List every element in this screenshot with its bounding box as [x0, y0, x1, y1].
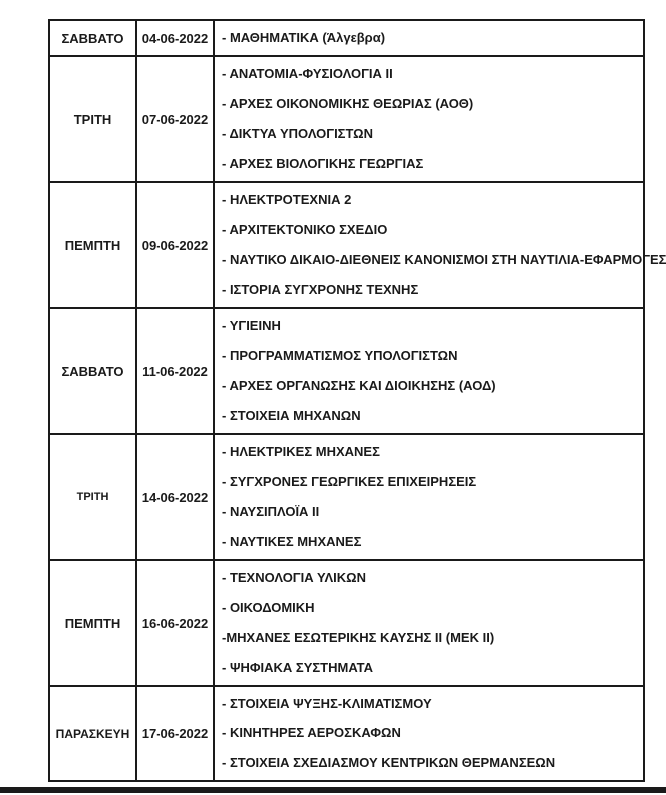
- subject-line: - ΤΕΧΝΟΛΟΓΙΑ ΥΛΙΚΩΝ: [222, 570, 366, 585]
- subjects-cell: [215, 435, 643, 559]
- date-cell: 11-06-2022: [137, 309, 215, 433]
- table-row: [50, 685, 643, 780]
- subject-line: - ΔΙΚΤΥΑ ΥΠΟΛΟΓΙΣΤΩΝ: [222, 126, 373, 141]
- date-cell: 14-06-2022: [137, 435, 215, 559]
- table-row: [50, 55, 643, 181]
- subject-line: - ΗΛΕΚΤΡΙΚΕΣ ΜΗΧΑΝΕΣ: [222, 444, 380, 459]
- subjects-cell: [215, 183, 666, 307]
- subject-line: - ΝΑΥΤΙΚΟ ΔΙΚΑΙΟ-ΔΙΕΘΝΕΙΣ ΚΑΝΟΝΙΣΜΟΙ ΣΤΗ ΝΑΥΤΙΛΙΑ-ΕΦΑΡΜΟΓΕΣ: [222, 252, 666, 267]
- subject-line: -ΜΗΧΑΝΕΣ ΕΣΩΤΕΡΙΚΗΣ ΚΑΥΣΗΣ ΙΙ (ΜΕΚ ΙΙ): [222, 630, 495, 645]
- day-cell: ΣΑΒΒΑΤΟ: [50, 21, 137, 55]
- date-cell: 07-06-2022: [137, 57, 215, 181]
- subject-line: - ΑΡΧΙΤΕΚΤΟΝΙΚΟ ΣΧΕΔΙΟ: [222, 222, 388, 237]
- table-row: [50, 307, 643, 433]
- subject-line: - ΣΤΟΙΧΕΙΑ ΜΗΧΑΝΩΝ: [222, 408, 361, 423]
- subject-line: - ΚΙΝΗΤΗΡΕΣ ΑΕΡΟΣΚΑΦΩΝ: [222, 725, 401, 741]
- subject-line: - ΝΑΥΣΙΠΛΟΪΑ ΙΙ: [222, 504, 320, 519]
- subject-line: - ΟΙΚΟΔΟΜΙΚΗ: [222, 600, 315, 615]
- subject-line: - ΣΥΓΧΡΟΝΕΣ ΓΕΩΡΓΙΚΕΣ ΕΠΙΧΕΙΡΗΣΕΙΣ: [222, 474, 477, 489]
- subject-line: - ΣΤΟΙΧΕΙΑ ΣΧΕΔΙΑΣΜΟΥ ΚΕΝΤΡΙΚΩΝ ΘΕΡΜΑΝΣΕΩΝ: [222, 755, 556, 771]
- subject-line: - ΝΑΥΤΙΚΕΣ ΜΗΧΑΝΕΣ: [222, 534, 362, 549]
- day-cell: ΤΡΙΤΗ: [50, 57, 137, 181]
- date-cell: 09-06-2022: [137, 183, 215, 307]
- date-cell: 04-06-2022: [137, 21, 215, 55]
- day-cell: ΠΑΡΑΣΚΕΥΗ: [50, 687, 137, 780]
- date-cell: 16-06-2022: [137, 561, 215, 685]
- table-row: [50, 433, 643, 559]
- subject-line: - ΑΡΧΕΣ ΒΙΟΛΟΓΙΚΗΣ ΓΕΩΡΓΙΑΣ: [222, 156, 424, 171]
- subject-line: - ΜΑΘΗΜΑΤΙΚΑ (Άλγεβρα): [222, 30, 386, 45]
- exam-schedule-table: [48, 19, 666, 782]
- subject-line: - ΥΓΙΕΙΝΗ: [222, 318, 281, 333]
- subject-line: - ΣΤΟΙΧΕΙΑ ΨΥΞΗΣ-ΚΛΙΜΑΤΙΣΜΟΥ: [222, 695, 432, 711]
- subject-line: - ΑΡΧΕΣ ΟΙΚΟΝΟΜΙΚΗΣ ΘΕΩΡΙΑΣ (ΑΟΘ): [222, 96, 474, 111]
- subjects-cell: [215, 309, 643, 433]
- subject-line: - ΑΡΧΕΣ ΟΡΓΑΝΩΣΗΣ ΚΑΙ ΔΙΟΙΚΗΣΗΣ (ΑΟΔ): [222, 378, 496, 393]
- page-bottom-divider: [0, 787, 666, 793]
- date-cell: 17-06-2022: [137, 687, 215, 780]
- subjects-cell: [215, 561, 643, 685]
- table-row: [50, 21, 643, 55]
- subject-line: - ΙΣΤΟΡΙΑ ΣΥΓΧΡΟΝΗΣ ΤΕΧΝΗΣ: [222, 282, 419, 297]
- day-cell: ΤΡΙΤΗ: [50, 435, 137, 559]
- subject-line: - ΗΛΕΚΤΡΟΤΕΧΝΙΑ 2: [222, 192, 352, 207]
- subject-line: - ΨΗΦΙΑΚΑ ΣΥΣΤΗΜΑΤΑ: [222, 660, 374, 675]
- subjects-cell: [215, 57, 643, 181]
- day-cell: ΠΕΜΠΤΗ: [50, 183, 137, 307]
- subject-line: - ΠΡΟΓΡΑΜΜΑΤΙΣΜΟΣ ΥΠΟΛΟΓΙΣΤΩΝ: [222, 348, 458, 363]
- subject-line: - ΑΝΑΤΟΜΙΑ-ΦΥΣΙΟΛΟΓΙΑ ΙΙ: [222, 66, 393, 81]
- day-cell: ΠΕΜΠΤΗ: [50, 561, 137, 685]
- day-cell: ΣΑΒΒΑΤΟ: [50, 309, 137, 433]
- table-row: [50, 559, 643, 685]
- subjects-cell: [215, 687, 643, 780]
- table-row: [50, 181, 666, 307]
- subjects-cell: [215, 21, 643, 55]
